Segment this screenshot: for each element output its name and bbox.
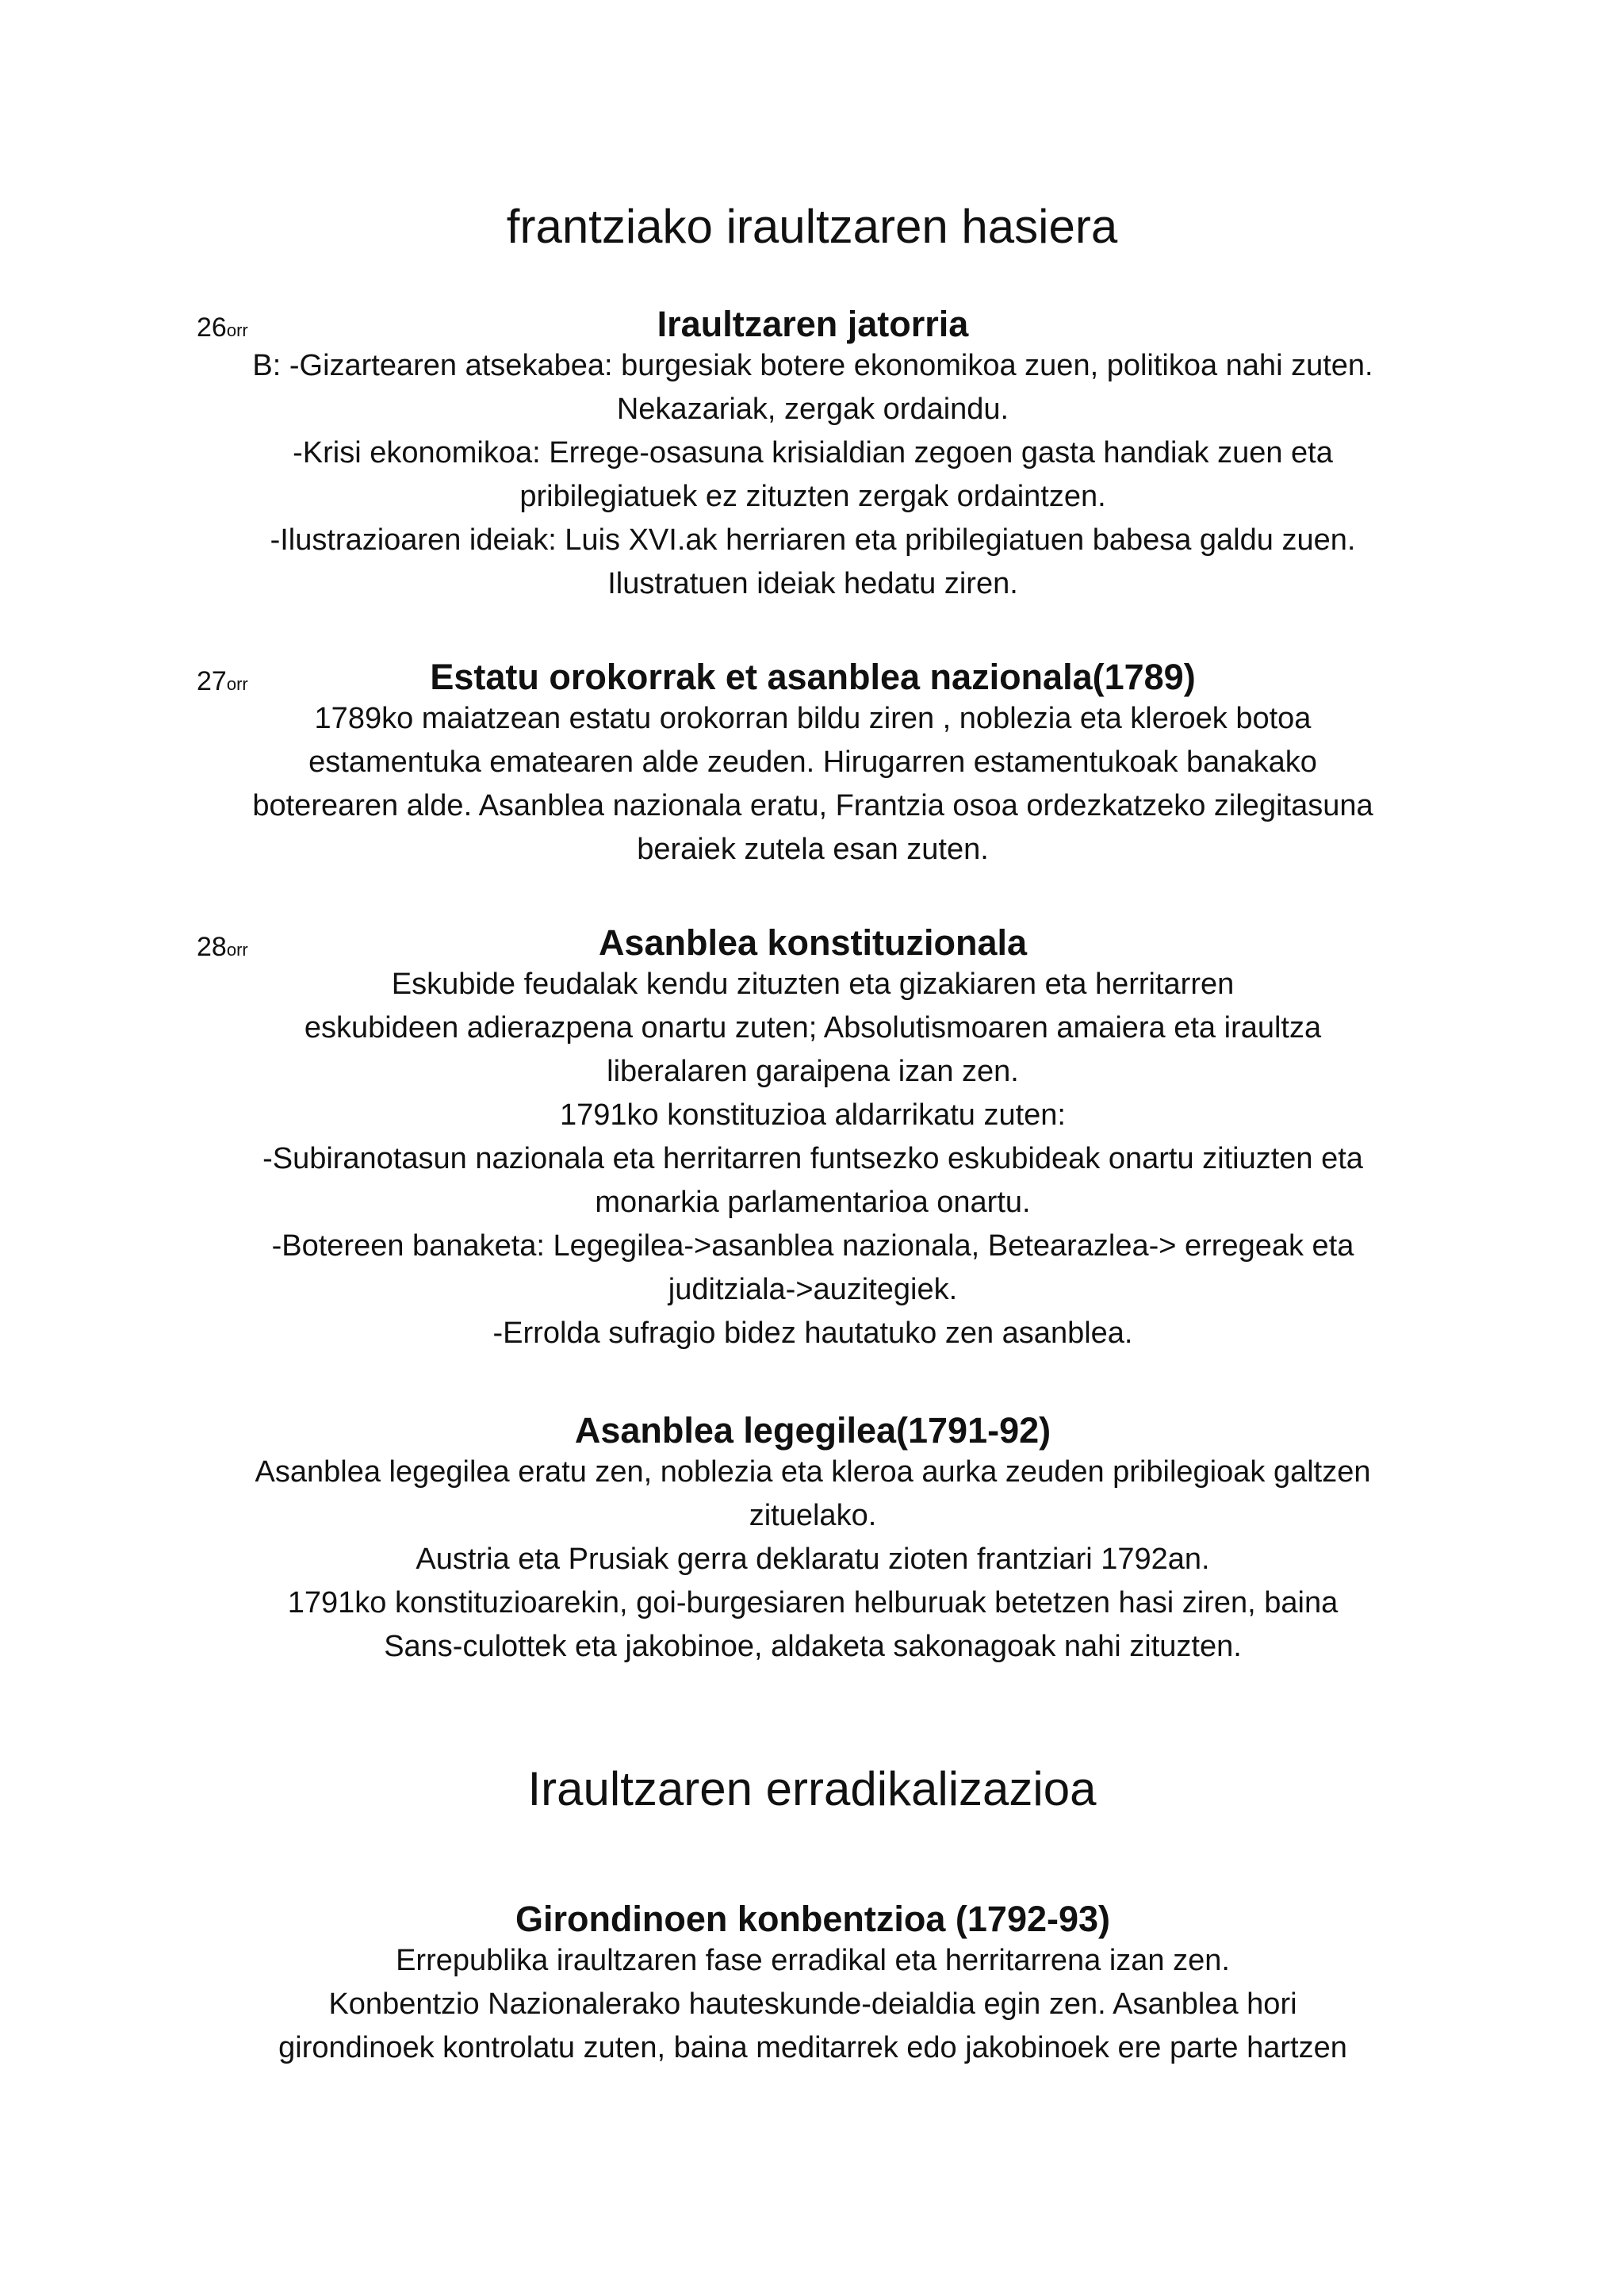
section-line: -Subiranotasun nazionala eta herritarren funtsezko eskubideak onartu zitiuzten eta bbox=[262, 1142, 1363, 1175]
page-suffix: orr bbox=[226, 674, 248, 694]
section-line: Nekazariak, zergak ordaindu. bbox=[616, 393, 1009, 426]
page-suffix: orr bbox=[226, 940, 248, 960]
page-number: 27 bbox=[197, 666, 227, 696]
section-line: eskubideen adierazpena onartu zuten; Absolutismoaren amaiera eta iraultza bbox=[304, 1011, 1322, 1045]
section-line: monarkia parlamentarioa onartu. bbox=[595, 1186, 1031, 1219]
section-line: -Botereen banaketa: Legegilea->asanblea nazionala, Betearazlea-> erregeak eta bbox=[271, 1229, 1354, 1263]
section-line: estamentuka ematearen alde zeuden. Hirugarren estamentukoak banakako bbox=[308, 746, 1317, 779]
section-line: 1789ko maiatzean estatu orokorran bildu ziren , noblezia eta kleroek botoa bbox=[314, 702, 1312, 735]
section-estatu-orokorrak bbox=[190, 656, 1435, 872]
section-line: Konbentzio Nazionalerako hauteskunde-deialdia egin zen. Asanblea hori bbox=[328, 1987, 1297, 2021]
section-line: -Ilustrazioaren ideiak: Luis XVI.ak herriaren eta pribilegiatuen babesa galdu zuen. bbox=[270, 523, 1356, 557]
page-suffix: orr bbox=[226, 320, 248, 340]
section-line: 1791ko konstituzioarekin, goi-burgesiaren helburuak betetzen hasi ziren, baina bbox=[287, 1586, 1339, 1619]
second-title: Iraultzaren erradikalizazioa bbox=[527, 1762, 1097, 1815]
section-line: Errepublika iraultzaren fase erradikal eta herritarrena izan zen. bbox=[396, 1944, 1230, 1977]
section-line: Ilustratuen ideiak hedatu ziren. bbox=[607, 567, 1018, 600]
page-number: 26 bbox=[197, 312, 227, 343]
section-heading: Asanblea konstituzionala bbox=[598, 922, 1028, 963]
page-title: frantziako iraultzaren hasiera bbox=[506, 200, 1118, 253]
section-line: -Errolda sufragio bidez hautatuko zen asanblea. bbox=[492, 1317, 1133, 1350]
page-number: 28 bbox=[197, 932, 227, 962]
section-asanblea-konstituzionala bbox=[190, 922, 1435, 1355]
section-line: liberalaren garaipena izan zen. bbox=[607, 1055, 1019, 1088]
section-heading: Iraultzaren jatorria bbox=[657, 304, 969, 344]
section-line: B: -Gizartearen atsekabea: burgesiak botere ekonomikoa zuen, politikoa nahi zuten. bbox=[252, 349, 1373, 382]
section-line: pribilegiatuek ez zituzten zergak ordaintzen. bbox=[519, 480, 1106, 513]
section-iraultzaren-jatorria bbox=[190, 303, 1435, 606]
section-line: Eskubide feudalak kendu zituzten eta gizakiaren eta herritarren bbox=[391, 968, 1235, 1001]
section-line: Austria eta Prusiak gerra deklaratu zioten frantziari 1792an. bbox=[416, 1543, 1210, 1576]
section-line: 1791ko konstituzioa aldarrikatu zuten: bbox=[560, 1098, 1066, 1132]
section-line: beraiek zutela esan zuten. bbox=[637, 833, 989, 866]
section-heading: Asanblea legegilea(1791-92) bbox=[574, 1410, 1051, 1451]
section-line: juditziala->auzitegiek. bbox=[668, 1273, 958, 1306]
section-line: boterearen alde. Asanblea nazionala eratu, Frantzia osoa ordezkatzeko zilegitasuna bbox=[252, 789, 1373, 822]
section-line: girondinoek kontrolatu zuten, baina meditarrek edo jakobinoek ere parte hartzen bbox=[278, 2031, 1347, 2064]
section-line: Sans-culottek eta jakobinoe, aldaketa sakonagoak nahi zituzten. bbox=[384, 1630, 1242, 1663]
section-heading: Girondinoen konbentzioa (1792-93) bbox=[515, 1899, 1111, 1939]
section-line: -Krisi ekonomikoa: Errege-osasuna krisialdian zegoen gasta handiak zuen eta bbox=[293, 436, 1333, 470]
section-heading: Estatu orokorrak et asanblea nazionala(1789) bbox=[430, 657, 1196, 697]
section-girondinoen-konbentzioa bbox=[190, 1898, 1435, 2070]
section-asanblea-legegilea bbox=[190, 1409, 1435, 1669]
section-line: zituelako. bbox=[749, 1499, 877, 1532]
section-line: Asanblea legegilea eratu zen, noblezia eta kleroa aurka zeuden pribilegioak galtzen bbox=[255, 1455, 1371, 1489]
